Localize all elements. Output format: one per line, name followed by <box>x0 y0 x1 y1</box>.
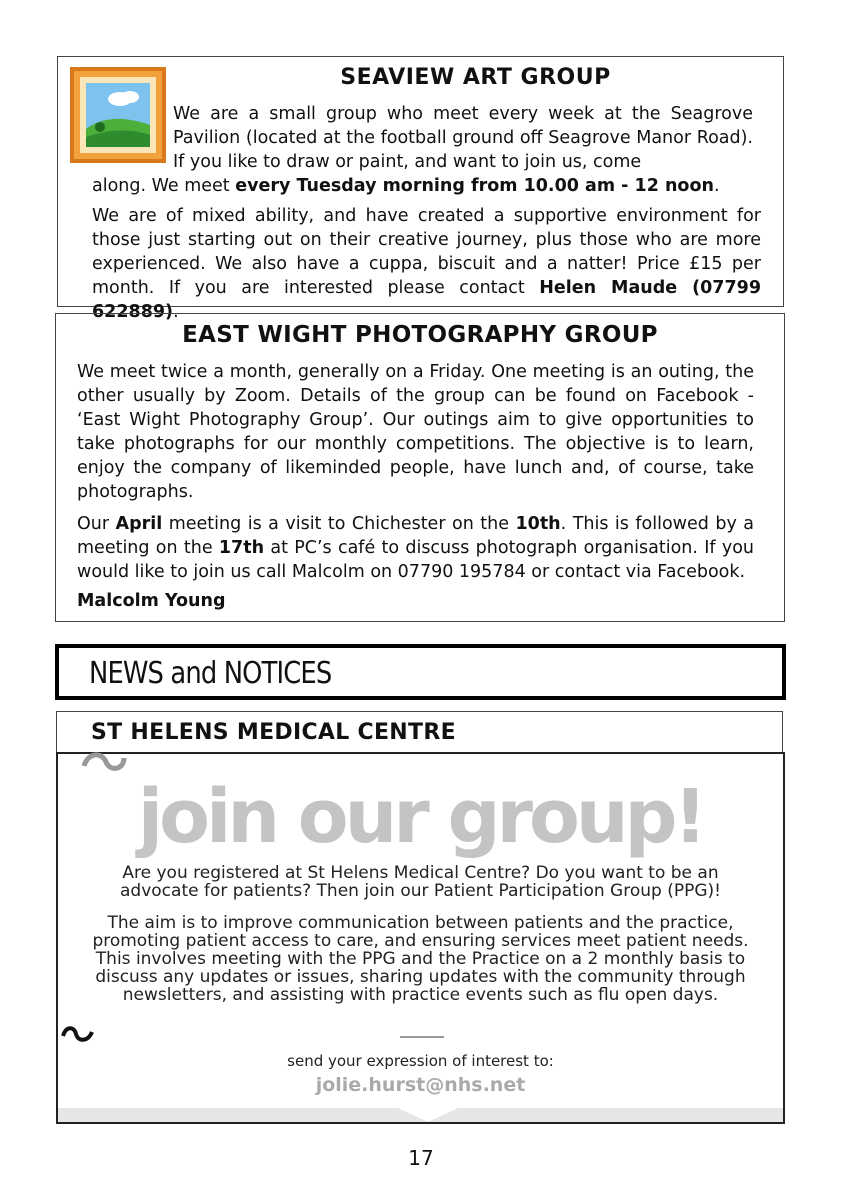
text: Our <box>77 514 116 534</box>
join-our-group-headline: join our group! <box>137 774 704 860</box>
text: . This is followed by a meeting on the <box>77 514 755 558</box>
text: meeting is a visit to Chichester on the <box>162 514 516 534</box>
text: along. We meet <box>92 176 236 196</box>
contact-email: jolie.hurst@nhs.net <box>315 1074 526 1096</box>
news-banner <box>55 644 786 700</box>
date: 17th <box>218 538 265 558</box>
ppg-aim: The aim is to improve communication between patients and the practice, promoting patient access to care, and ensuring services meet patient needs. This involves meeting with the PPG and the Practice on a 2 monthly basis to discuss any updates or issues, sharing updates with the community through newsletters, and assisting with practice events such as flu open days. <box>92 913 749 1005</box>
text: . <box>173 302 179 322</box>
bottom-notch <box>398 1108 458 1122</box>
seaview-paragraph-2 <box>92 204 761 324</box>
divider <box>400 1036 444 1038</box>
meeting-time: every Tuesday morning from 10.00 am - 12 noon <box>235 176 714 196</box>
seaview-title: SEAVIEW ART GROUP <box>340 65 611 90</box>
ppg-question: Are you registered at St Helens Medical Centre? Do you want to be an advocate for patients? Then join our Patient Participation Group (PPG)! <box>120 863 721 901</box>
contact-name: Helen Maude (07799 622889) <box>92 278 761 322</box>
month: April <box>115 514 163 534</box>
send-interest-label: send your expression of interest to: <box>287 1052 554 1070</box>
signature: Malcolm Young <box>77 591 226 611</box>
text: We are of mixed ability, and have created a supportive environment for those just starting out on their creative journey, plus those who are more experienced. We also have a cuppa, biscuit and a natter! Price £15 per month. If you are interested please contact <box>92 206 761 298</box>
ppg-flyer <box>56 752 785 1124</box>
page-number: 17 <box>408 1146 434 1170</box>
photography-title: EAST WIGHT PHOTOGRAPHY GROUP <box>182 322 658 348</box>
photography-group-section <box>55 313 785 622</box>
medical-heading: ST HELENS MEDICAL CENTRE <box>91 720 456 745</box>
date: 10th <box>515 514 561 534</box>
seaview-art-group-section <box>57 56 784 322</box>
decorative-swirl-icon <box>80 750 128 774</box>
medical-heading-box <box>56 711 783 753</box>
decorative-squiggle-icon <box>60 1022 96 1046</box>
photography-paragraph-2 <box>77 512 754 584</box>
seaview-paragraph-1: We are a small group who meet every week at the Seagrove Pavilion (located at the football ground off Seagrove Manor Road). If you like to draw or paint, and want to join us, come <box>173 104 753 172</box>
seaview-paragraph-1-end <box>92 174 753 198</box>
text: at PC’s café to discuss photograph organisation. If you would like to join us call Malcolm on 07790 195784 or contact via Facebook. <box>77 538 754 582</box>
text: . <box>713 176 720 196</box>
news-title: NEWS and NOTICES <box>89 656 332 691</box>
photography-paragraph-1: We meet twice a month, generally on a Friday. One meeting is an outing, the other usually by Zoom. Details of the group can be found on Facebook - ‘East Wight Photography Group’. Our outings aim to give opportunities to take photographs for our monthly competitions. The objective is to learn, enjoy the company of likeminded people, have lunch and, of course, take photographs. <box>77 362 754 502</box>
